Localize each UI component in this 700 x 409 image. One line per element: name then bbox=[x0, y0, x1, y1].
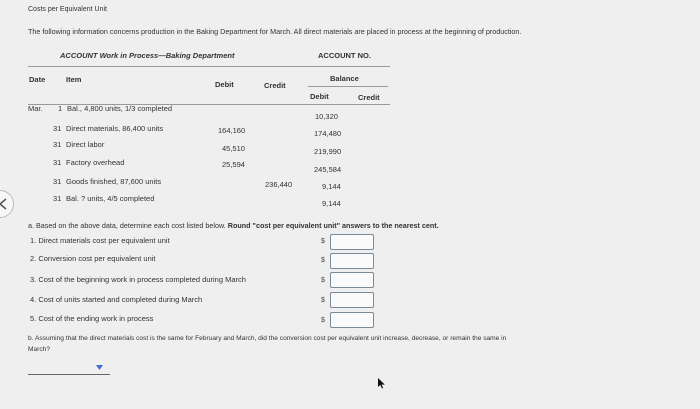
ledger-day: 31 bbox=[53, 158, 62, 167]
ledger-day: 1 bbox=[58, 104, 63, 113]
col-credit: Credit bbox=[264, 81, 286, 90]
answer-label: 5. Cost of the ending work in process bbox=[30, 314, 154, 323]
ledger-item: Direct labor bbox=[66, 140, 105, 149]
col-date: Date bbox=[29, 75, 46, 84]
ledger-month: Mar. bbox=[28, 104, 43, 113]
conversion-cost-input[interactable] bbox=[330, 253, 374, 269]
answer-label: 4. Cost of units started and completed during March bbox=[30, 295, 203, 304]
part-b-question-cont: March? bbox=[28, 346, 50, 353]
ledger-balance-debit: 10,320 bbox=[315, 112, 338, 121]
part-b-answer-select[interactable] bbox=[28, 362, 110, 375]
ledger-day: 31 bbox=[53, 177, 62, 186]
direct-materials-cost-input[interactable] bbox=[330, 234, 374, 250]
ledger-day: 31 bbox=[53, 194, 62, 203]
col-balance-credit: Credit bbox=[358, 93, 380, 102]
ledger-debit: 45,510 bbox=[222, 144, 245, 153]
col-debit: Debit bbox=[215, 80, 234, 89]
answer-label: 2. Conversion cost per equivalent unit bbox=[30, 254, 156, 263]
answer-label: 3. Cost of the beginning work in process completed during March bbox=[30, 275, 246, 284]
started-completed-cost-input[interactable] bbox=[330, 292, 374, 308]
ledger-credit: 236,440 bbox=[265, 180, 293, 189]
ledger-day: 31 bbox=[53, 140, 62, 149]
mouse-pointer-icon bbox=[378, 378, 386, 389]
ledger-day: 31 bbox=[53, 124, 62, 133]
col-balance: Balance bbox=[330, 74, 359, 83]
balance-rule bbox=[308, 86, 388, 87]
account-title: ACCOUNT Work in Process—Baking Department bbox=[60, 51, 235, 60]
account-no-label: ACCOUNT NO. bbox=[318, 51, 371, 60]
dollar-sign: $ bbox=[321, 317, 325, 324]
ledger-balance-debit: 174,480 bbox=[314, 129, 342, 138]
col-balance-debit: Debit bbox=[310, 92, 329, 101]
part-a-intro bbox=[28, 221, 439, 230]
page-title: Costs per Equivalent Unit bbox=[28, 6, 107, 13]
ledger-balance-debit: 245,584 bbox=[314, 165, 342, 174]
caret-down-icon bbox=[96, 365, 103, 370]
ledger-balance-debit: 9,144 bbox=[322, 199, 341, 208]
col-item: Item bbox=[66, 75, 82, 84]
ledger-balance-debit: 9,144 bbox=[322, 182, 341, 191]
dollar-sign: $ bbox=[321, 277, 325, 284]
part-a-rounding-note: Round "cost per equivalent unit" answers to the nearest cent. bbox=[227, 221, 439, 230]
ledger-balance-debit: 219,990 bbox=[314, 147, 342, 156]
ending-wip-cost-input[interactable] bbox=[330, 312, 374, 328]
dollar-sign: $ bbox=[321, 257, 325, 264]
ledger-item: Bal., 4,800 units, 1/3 completed bbox=[67, 104, 173, 113]
part-b-question: b. Assuming that the direct materials cost is the same for February and March, did the conversion cost per equivalent unit increase, decrease, or remain the same in bbox=[28, 335, 507, 342]
ledger-debit: 25,594 bbox=[222, 160, 245, 169]
ledger-debit: 164,160 bbox=[218, 126, 246, 135]
dollar-sign: $ bbox=[321, 297, 325, 304]
answer-label: 1. Direct materials cost per equivalent unit bbox=[30, 236, 170, 245]
ledger-top-rule bbox=[28, 66, 390, 67]
previous-button[interactable] bbox=[0, 190, 14, 218]
ledger-item: Goods finished, 87,600 units bbox=[66, 177, 162, 186]
ledger-item: Direct materials, 86,400 units bbox=[66, 124, 164, 133]
ledger-item: Factory overhead bbox=[66, 158, 125, 167]
part-a-intro-text: a. Based on the above data, determine each cost listed below. bbox=[28, 221, 226, 230]
dollar-sign: $ bbox=[321, 238, 325, 245]
problem-intro: The following information concerns production in the Baking Department for March. All direct materials are placed in process at the beginning of production. bbox=[28, 27, 522, 36]
beginning-wip-cost-input[interactable] bbox=[330, 272, 374, 288]
chevron-left-icon bbox=[0, 198, 7, 210]
ledger-item: Bal. ? units, 4/5 completed bbox=[66, 194, 155, 203]
